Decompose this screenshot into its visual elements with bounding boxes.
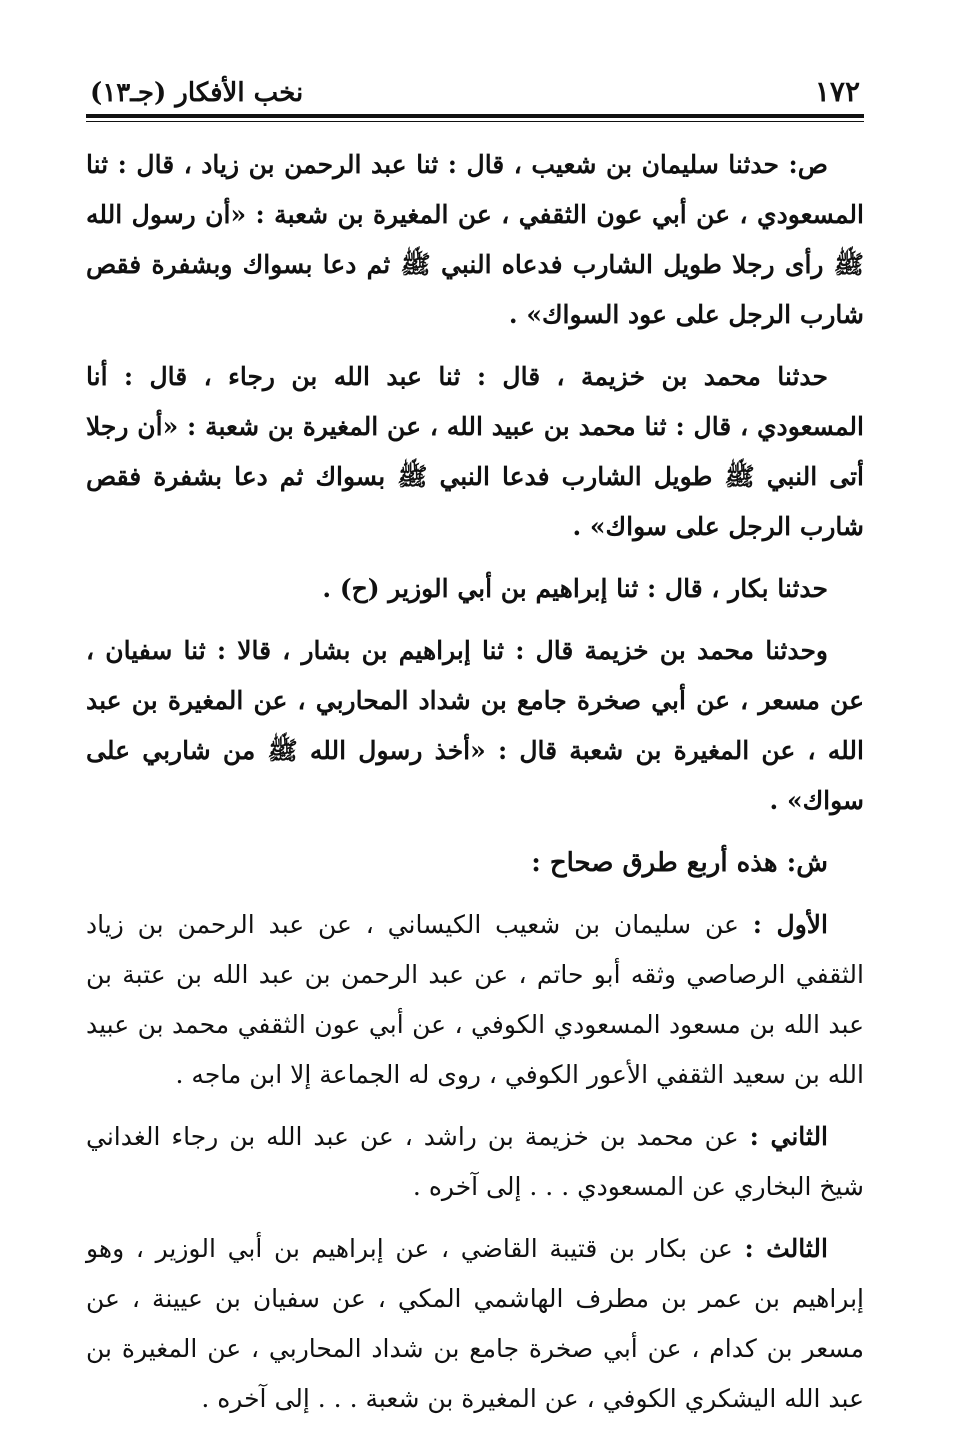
commentary-paragraph-3 xyxy=(86,1224,864,1424)
book-title: نخب الأفكار (جـ١٣) xyxy=(90,78,304,108)
paragraph-text: عن بكار بن قتيبة القاضي ، عن إبراهيم بن أبي الوزير ، وهو إبراهيم بن عمر بن مطرف الهاشمي المكي ، عن سفيان بن عيينة ، عن مسعر بن كدام ، عن أبي صخرة جامع بن شداد المحاربي ، عن المغيرة بن عبد الله اليشكري الكوفي ، عن المغيرة بن شعبة . . . إلى آخره . xyxy=(86,1234,864,1413)
paragraph-lead: الثالث : xyxy=(744,1234,828,1263)
header-rule-thin xyxy=(86,121,864,122)
paragraph-text: عن سليمان بن شعيب الكيساني ، عن عبد الرحمن بن زياد الثقفي الرصاصي وثقه أبو حاتم ، عن عبد الرحمن بن عبد الله بن عتبة بن عبد الله بن مسعود المسعودي الكوفي ، عن أبي عون الثقفي محمد بن عبيد الله بن سعيد الثقفي الأعور الكوفي ، روى له الجماعة إلا ابن ماجه . xyxy=(86,910,864,1089)
section-heading: ش: هذه أربع طرق صحاح : xyxy=(531,848,828,878)
paragraph-lead: ص: xyxy=(788,150,828,179)
header-rule-thick xyxy=(86,114,864,118)
hadith-paragraph-1 xyxy=(86,140,864,340)
paragraph-text: حدثنا بكار ، قال : ثنا إبراهيم بن أبي الوزير (ح) . xyxy=(322,574,828,603)
commentary-paragraph-2 xyxy=(86,1112,864,1212)
paragraph-text: وحدثنا محمد بن خزيمة قال : ثنا إبراهيم بن بشار ، قالا : ثنا سفيان ، عن مسعر ، عن أبي صخرة جامع بن شداد المحاربي ، عن المغيرة بن عبد الله ، عن المغيرة بن شعبة قال : «أخذ رسول الله ﷺ من شاربي على سواك» . xyxy=(86,636,864,815)
paragraph-text: عن محمد بن خزيمة بن راشد ، عن عبد الله بن رجاء الغداني شيخ البخاري عن المسعودي . . . إلى آخره . xyxy=(86,1122,864,1201)
hadith-paragraph-2 xyxy=(86,352,864,552)
paragraph-lead: الثاني : xyxy=(749,1122,829,1151)
hadith-paragraph-4 xyxy=(86,626,864,826)
paragraph-text: حدثنا محمد بن خزيمة ، قال : ثنا عبد الله بن رجاء ، قال : أنا المسعودي ، قال : ثنا محمد بن عبيد الله ، عن المغيرة بن شعبة : «أن رجلا أتى النبي ﷺ طويل الشارب فدعا النبي ﷺ بسواك ثم دعا بشفرة فقص شارب الرجل على سواك» . xyxy=(86,362,864,541)
hadith-paragraph-3 xyxy=(86,564,864,614)
paragraph-lead: الأول : xyxy=(752,910,828,939)
running-header xyxy=(86,62,864,108)
commentary-paragraph-1 xyxy=(86,900,864,1100)
page-number: ١٧٢ xyxy=(814,75,860,108)
page xyxy=(86,62,864,1436)
page-content xyxy=(86,140,864,1424)
paragraph-text: حدثنا سليمان بن شعيب ، قال : ثنا عبد الرحمن بن زياد ، قال : ثنا المسعودي ، عن أبي عون الثقفي ، عن المغيرة بن شعبة : «أن رسول الله ﷺ رأى رجلا طويل الشارب فدعاه النبي ﷺ ثم دعا بسواك وبشفرة فقص شارب الرجل على عود السواك» . xyxy=(86,150,864,329)
